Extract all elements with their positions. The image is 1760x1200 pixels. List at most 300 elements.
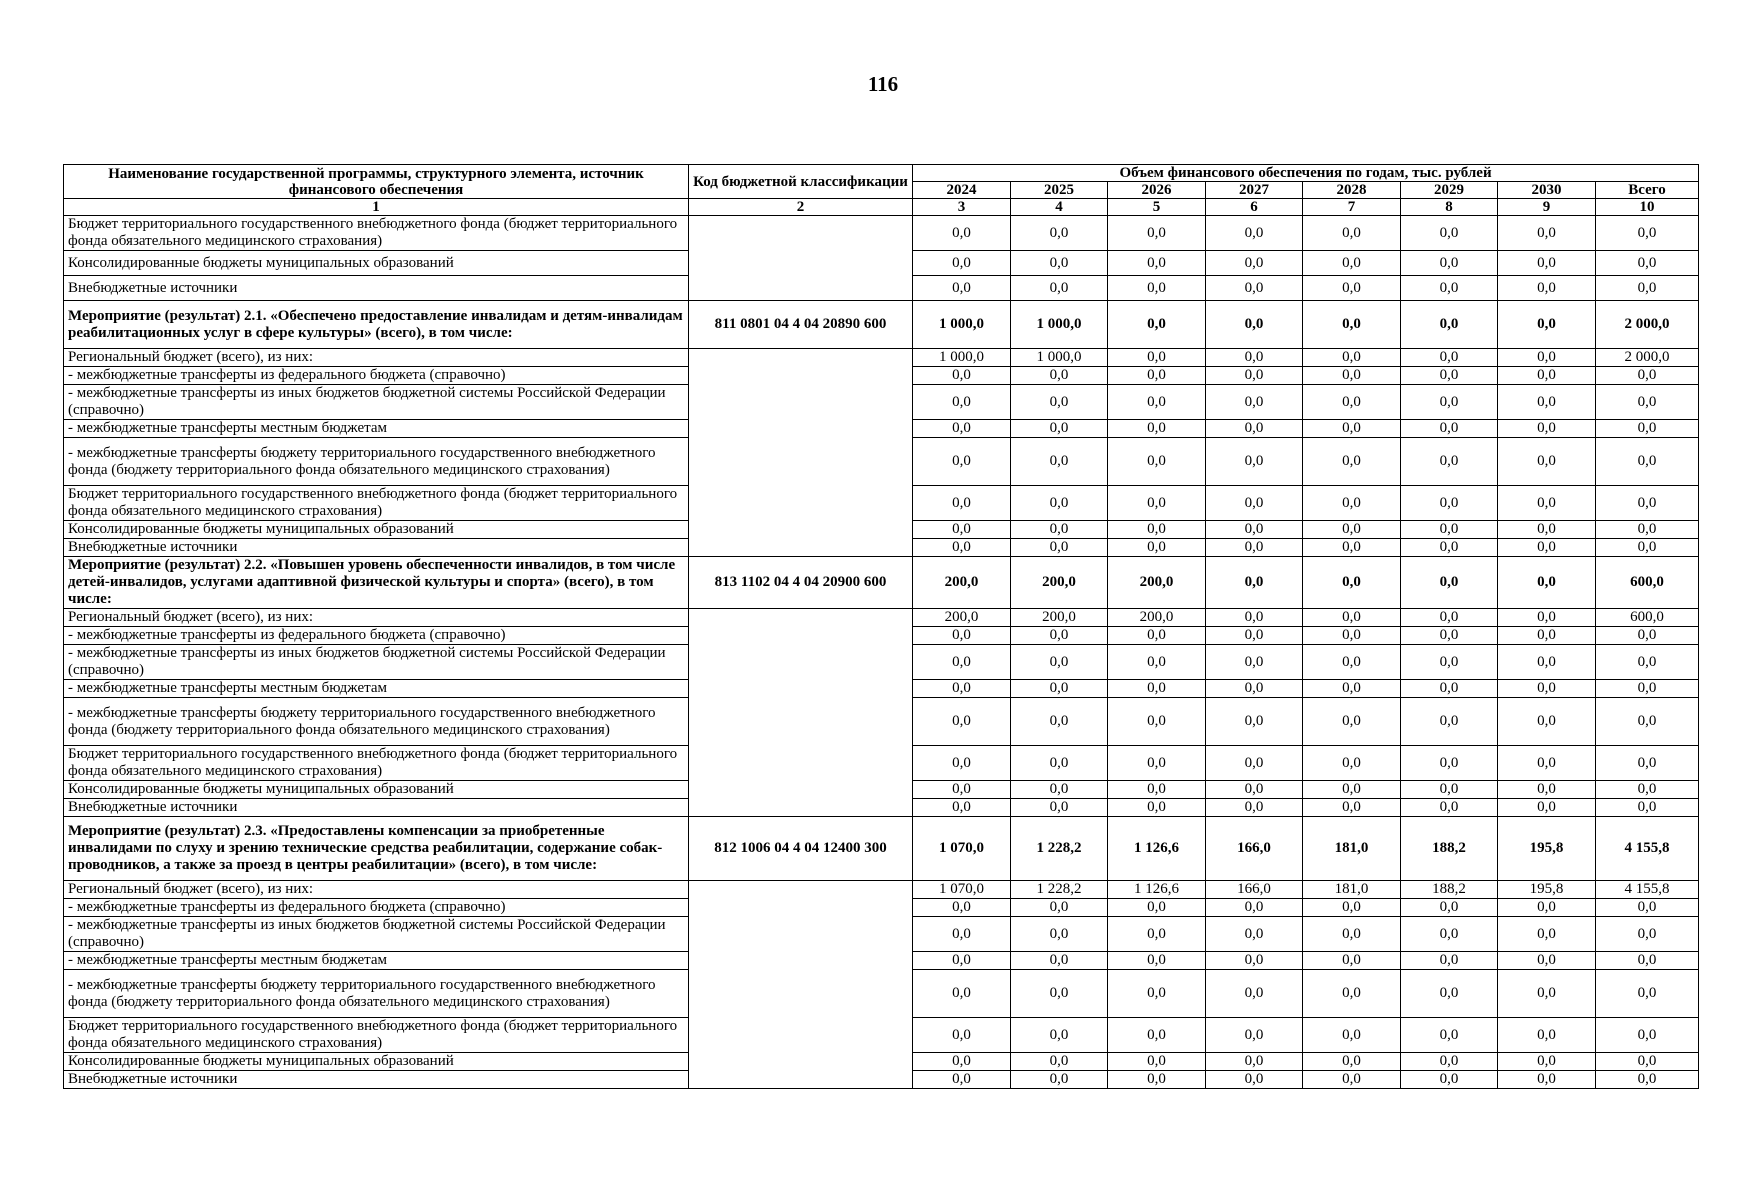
year-value: 0,0 [1401, 609, 1498, 627]
year-value: 0,0 [1498, 349, 1596, 367]
total-value: 0,0 [1596, 645, 1699, 680]
header-code: Код бюджетной классификации [689, 165, 913, 199]
year-value: 0,0 [1011, 486, 1108, 521]
year-value: 0,0 [1206, 216, 1303, 251]
year-value: 0,0 [1303, 1018, 1401, 1053]
column-number: 8 [1401, 199, 1498, 216]
table-row [64, 609, 1699, 627]
year-value: 0,0 [1206, 521, 1303, 539]
total-value: 0,0 [1596, 1018, 1699, 1053]
year-value: 0,0 [1108, 367, 1206, 385]
year-value: 0,0 [1206, 539, 1303, 557]
total-value: 600,0 [1596, 609, 1699, 627]
total-value: 0,0 [1596, 799, 1699, 817]
year-value: 0,0 [1011, 1071, 1108, 1089]
year-value: 0,0 [913, 521, 1011, 539]
year-value: 0,0 [913, 781, 1011, 799]
year-value: 0,0 [1206, 781, 1303, 799]
column-number: 9 [1498, 199, 1596, 216]
year-value: 0,0 [913, 746, 1011, 781]
year-value: 0,0 [1011, 627, 1108, 645]
year-value: 0,0 [1401, 486, 1498, 521]
year-value: 0,0 [913, 899, 1011, 917]
year-value: 0,0 [1206, 917, 1303, 952]
year-value: 0,0 [1206, 276, 1303, 301]
year-value: 0,0 [913, 1018, 1011, 1053]
year-value: 0,0 [913, 367, 1011, 385]
year-value: 0,0 [1011, 438, 1108, 486]
year-value: 1 000,0 [1011, 301, 1108, 349]
year-value: 0,0 [1498, 645, 1596, 680]
total-value: 0,0 [1596, 680, 1699, 698]
row-name: - межбюджетные трансферты из федерального бюджета (справочно) [64, 627, 689, 645]
year-value: 0,0 [1108, 301, 1206, 349]
year-value: 0,0 [1498, 799, 1596, 817]
year-value: 200,0 [913, 557, 1011, 609]
year-value: 0,0 [1206, 1053, 1303, 1071]
year-value: 0,0 [1401, 952, 1498, 970]
row-name: - межбюджетные трансферты бюджету территориального государственного внебюджетного фонда (бюджету территориального фонда обязательного медицинского страхования) [64, 970, 689, 1018]
year-value: 0,0 [1011, 952, 1108, 970]
year-value: 0,0 [1011, 645, 1108, 680]
year-value: 0,0 [1498, 899, 1596, 917]
row-name: - межбюджетные трансферты местным бюджетам [64, 420, 689, 438]
year-value: 1 070,0 [913, 881, 1011, 899]
year-value: 0,0 [1498, 367, 1596, 385]
year-value: 0,0 [913, 385, 1011, 420]
year-value: 0,0 [913, 1053, 1011, 1071]
year-value: 0,0 [1206, 438, 1303, 486]
row-name: Консолидированные бюджеты муниципальных образований [64, 781, 689, 799]
year-value: 1 000,0 [913, 349, 1011, 367]
row-name: - межбюджетные трансферты бюджету территориального государственного внебюджетного фонда (бюджету территориального фонда обязательного медицинского страхования) [64, 438, 689, 486]
year-value: 166,0 [1206, 817, 1303, 881]
year-value: 0,0 [1498, 251, 1596, 276]
row-name: Региональный бюджет (всего), из них: [64, 349, 689, 367]
year-value: 0,0 [1303, 385, 1401, 420]
year-value: 0,0 [913, 698, 1011, 746]
year-value: 0,0 [1108, 521, 1206, 539]
year-value: 0,0 [1011, 521, 1108, 539]
row-name: Внебюджетные источники [64, 276, 689, 301]
column-number: 7 [1303, 199, 1401, 216]
year-value: 0,0 [913, 645, 1011, 680]
year-value: 0,0 [913, 799, 1011, 817]
year-value: 0,0 [1303, 970, 1401, 1018]
page-number: 116 [867, 72, 899, 96]
total-value: 0,0 [1596, 627, 1699, 645]
total-value: 2 000,0 [1596, 349, 1699, 367]
budget-code-empty [689, 349, 913, 557]
total-value: 0,0 [1596, 521, 1699, 539]
year-value: 0,0 [1498, 438, 1596, 486]
budget-code-empty [689, 216, 913, 301]
header-name: Наименование государственной программы, структурного элемента, источник финансового обеспечения [64, 165, 689, 199]
row-name: - межбюджетные трансферты из иных бюджетов бюджетной системы Российской Федерации (справочно) [64, 917, 689, 952]
row-name: - межбюджетные трансферты местным бюджетам [64, 680, 689, 698]
year-value: 195,8 [1498, 881, 1596, 899]
measure-row [64, 557, 1699, 609]
year-value: 0,0 [1303, 627, 1401, 645]
row-name: - межбюджетные трансферты из иных бюджетов бюджетной системы Российской Федерации (справочно) [64, 645, 689, 680]
year-value: 0,0 [1401, 680, 1498, 698]
total-value: 0,0 [1596, 781, 1699, 799]
row-name: Мероприятие (результат) 2.2. «Повышен уровень обеспеченности инвалидов, в том числе детей-инвалидов, услугами адаптивной физической культуры и спорта» (всего), в том числе: [64, 557, 689, 609]
header-year: 2030 [1498, 182, 1596, 199]
year-value: 0,0 [1108, 680, 1206, 698]
year-value: 0,0 [1011, 367, 1108, 385]
year-value: 0,0 [913, 438, 1011, 486]
total-value: 0,0 [1596, 746, 1699, 781]
row-name: Консолидированные бюджеты муниципальных образований [64, 521, 689, 539]
row-name: Внебюджетные источники [64, 539, 689, 557]
row-name: - межбюджетные трансферты местным бюджетам [64, 952, 689, 970]
total-value: 0,0 [1596, 216, 1699, 251]
year-value: 0,0 [1206, 698, 1303, 746]
row-name: Региональный бюджет (всего), из них: [64, 881, 689, 899]
total-value: 0,0 [1596, 385, 1699, 420]
year-value: 0,0 [1498, 970, 1596, 1018]
year-value: 0,0 [1108, 276, 1206, 301]
year-value: 0,0 [1011, 1053, 1108, 1071]
year-value: 166,0 [1206, 881, 1303, 899]
year-value: 0,0 [913, 680, 1011, 698]
row-name: - межбюджетные трансферты из иных бюджетов бюджетной системы Российской Федерации (справочно) [64, 385, 689, 420]
year-value: 0,0 [1498, 385, 1596, 420]
year-value: 0,0 [913, 486, 1011, 521]
year-value: 0,0 [1498, 539, 1596, 557]
total-value: 0,0 [1596, 952, 1699, 970]
year-value: 188,2 [1401, 817, 1498, 881]
year-value: 195,8 [1498, 817, 1596, 881]
year-value: 0,0 [1401, 917, 1498, 952]
year-value: 0,0 [1206, 970, 1303, 1018]
year-value: 0,0 [1303, 367, 1401, 385]
year-value: 0,0 [913, 420, 1011, 438]
total-value: 0,0 [1596, 486, 1699, 521]
total-value: 0,0 [1596, 698, 1699, 746]
total-value: 0,0 [1596, 917, 1699, 952]
year-value: 0,0 [1108, 216, 1206, 251]
row-name: Бюджет территориального государственного внебюджетного фонда (бюджет территориального фонда обязательного медицинского страхования) [64, 486, 689, 521]
year-value: 0,0 [1401, 349, 1498, 367]
year-value: 0,0 [1401, 627, 1498, 645]
column-number: 1 [64, 199, 689, 216]
year-value: 0,0 [913, 276, 1011, 301]
column-number: 6 [1206, 199, 1303, 216]
year-value: 0,0 [1206, 645, 1303, 680]
year-value: 0,0 [1498, 698, 1596, 746]
total-value: 0,0 [1596, 1071, 1699, 1089]
year-value: 0,0 [1303, 609, 1401, 627]
year-value: 0,0 [1108, 645, 1206, 680]
total-value: 0,0 [1596, 970, 1699, 1018]
year-value: 0,0 [1108, 1053, 1206, 1071]
year-value: 0,0 [1206, 799, 1303, 817]
year-value: 0,0 [913, 627, 1011, 645]
year-value: 0,0 [1303, 539, 1401, 557]
year-value: 0,0 [1498, 680, 1596, 698]
year-value: 0,0 [1206, 952, 1303, 970]
year-value: 181,0 [1303, 881, 1401, 899]
year-value: 0,0 [1108, 438, 1206, 486]
year-value: 0,0 [1498, 216, 1596, 251]
year-value: 0,0 [1011, 1018, 1108, 1053]
table-row [64, 216, 1699, 251]
year-value: 1 126,6 [1108, 817, 1206, 881]
year-value: 0,0 [1303, 781, 1401, 799]
year-value: 200,0 [1108, 609, 1206, 627]
total-value: 600,0 [1596, 557, 1699, 609]
header-year: 2026 [1108, 182, 1206, 199]
total-value: 0,0 [1596, 899, 1699, 917]
year-value: 0,0 [1401, 438, 1498, 486]
table-row [64, 881, 1699, 899]
year-value: 0,0 [1011, 746, 1108, 781]
table-body [64, 216, 1699, 1089]
row-name: Региональный бюджет (всего), из них: [64, 609, 689, 627]
year-value: 0,0 [1401, 1018, 1498, 1053]
year-value: 0,0 [1498, 557, 1596, 609]
year-value: 0,0 [1011, 539, 1108, 557]
year-value: 181,0 [1303, 817, 1401, 881]
year-value: 0,0 [1011, 970, 1108, 1018]
year-value: 0,0 [1206, 486, 1303, 521]
table-header [64, 165, 1699, 216]
year-value: 0,0 [1498, 1071, 1596, 1089]
budget-code: 811 0801 04 4 04 20890 600 [689, 301, 913, 349]
year-value: 0,0 [1401, 557, 1498, 609]
year-value: 0,0 [913, 539, 1011, 557]
row-name: Консолидированные бюджеты муниципальных образований [64, 251, 689, 276]
year-value: 0,0 [1401, 799, 1498, 817]
year-value: 0,0 [1401, 301, 1498, 349]
header-volume: Объем финансового обеспечения по годам, тыс. рублей [913, 165, 1699, 182]
year-value: 0,0 [913, 1071, 1011, 1089]
year-value: 0,0 [1303, 899, 1401, 917]
year-value: 0,0 [1011, 385, 1108, 420]
measure-row [64, 817, 1699, 881]
year-value: 0,0 [1303, 1071, 1401, 1089]
year-value: 0,0 [1108, 781, 1206, 799]
year-value: 0,0 [1401, 781, 1498, 799]
row-name: Внебюджетные источники [64, 799, 689, 817]
total-value: 0,0 [1596, 420, 1699, 438]
year-value: 0,0 [1401, 970, 1498, 1018]
year-value: 200,0 [1011, 557, 1108, 609]
column-number: 2 [689, 199, 913, 216]
row-name: Консолидированные бюджеты муниципальных образований [64, 1053, 689, 1071]
year-value: 0,0 [1206, 385, 1303, 420]
total-value: 0,0 [1596, 367, 1699, 385]
row-name: Мероприятие (результат) 2.1. «Обеспечено предоставление инвалидам и детям-инвалидам реабилитационных услуг в сфере культуры» (всего), в том числе: [64, 301, 689, 349]
year-value: 0,0 [1498, 420, 1596, 438]
year-value: 0,0 [1401, 420, 1498, 438]
row-name: - межбюджетные трансферты бюджету территориального государственного внебюджетного фонда (бюджету территориального фонда обязательного медицинского страхования) [64, 698, 689, 746]
total-value: 2 000,0 [1596, 301, 1699, 349]
year-value: 0,0 [1206, 627, 1303, 645]
year-value: 0,0 [1108, 746, 1206, 781]
year-value: 0,0 [1303, 557, 1401, 609]
year-value: 0,0 [1108, 486, 1206, 521]
year-value: 0,0 [1498, 627, 1596, 645]
year-value: 1 000,0 [913, 301, 1011, 349]
header-year: 2029 [1401, 182, 1498, 199]
year-value: 0,0 [1303, 952, 1401, 970]
year-value: 0,0 [1011, 799, 1108, 817]
year-value: 0,0 [1206, 1071, 1303, 1089]
year-value: 0,0 [1108, 970, 1206, 1018]
year-value: 0,0 [1303, 1053, 1401, 1071]
year-value: 0,0 [1498, 952, 1596, 970]
header-year: 2028 [1303, 182, 1401, 199]
total-value: 0,0 [1596, 1053, 1699, 1071]
year-value: 0,0 [1303, 438, 1401, 486]
budget-code-empty [689, 881, 913, 1089]
year-value: 0,0 [1401, 539, 1498, 557]
year-value: 0,0 [1206, 301, 1303, 349]
budget-code: 812 1006 04 4 04 12400 300 [689, 817, 913, 881]
row-name: Внебюджетные источники [64, 1071, 689, 1089]
row-name: - межбюджетные трансферты из федерального бюджета (справочно) [64, 367, 689, 385]
column-number: 3 [913, 199, 1011, 216]
year-value: 1 000,0 [1011, 349, 1108, 367]
year-value: 0,0 [1303, 301, 1401, 349]
year-value: 0,0 [1401, 1053, 1498, 1071]
total-value: 0,0 [1596, 539, 1699, 557]
year-value: 0,0 [1303, 917, 1401, 952]
year-value: 0,0 [1498, 486, 1596, 521]
year-value: 0,0 [1108, 539, 1206, 557]
year-value: 188,2 [1401, 881, 1498, 899]
year-value: 0,0 [1498, 781, 1596, 799]
year-value: 0,0 [913, 917, 1011, 952]
year-value: 0,0 [1498, 746, 1596, 781]
year-value: 0,0 [1303, 486, 1401, 521]
year-value: 0,0 [1011, 899, 1108, 917]
year-value: 0,0 [1206, 367, 1303, 385]
year-value: 0,0 [1303, 521, 1401, 539]
budget-code: 813 1102 04 4 04 20900 600 [689, 557, 913, 609]
header-year: 2025 [1011, 182, 1108, 199]
year-value: 0,0 [1206, 420, 1303, 438]
year-value: 1 228,2 [1011, 817, 1108, 881]
year-value: 0,0 [1303, 680, 1401, 698]
year-value: 0,0 [1206, 680, 1303, 698]
year-value: 0,0 [1303, 645, 1401, 680]
year-value: 0,0 [1108, 899, 1206, 917]
year-value: 0,0 [913, 970, 1011, 1018]
year-value: 0,0 [1498, 521, 1596, 539]
year-value: 0,0 [1303, 799, 1401, 817]
year-value: 0,0 [1108, 917, 1206, 952]
year-value: 0,0 [1303, 420, 1401, 438]
year-value: 200,0 [913, 609, 1011, 627]
year-value: 0,0 [1108, 799, 1206, 817]
total-value: 0,0 [1596, 276, 1699, 301]
year-value: 0,0 [1498, 1053, 1596, 1071]
year-value: 0,0 [1401, 216, 1498, 251]
year-value: 0,0 [1011, 917, 1108, 952]
year-value: 0,0 [1011, 420, 1108, 438]
year-value: 0,0 [1401, 1071, 1498, 1089]
year-value: 0,0 [1011, 251, 1108, 276]
header-year: 2024 [913, 182, 1011, 199]
year-value: 0,0 [1401, 276, 1498, 301]
year-value: 200,0 [1011, 609, 1108, 627]
year-value: 0,0 [1206, 557, 1303, 609]
year-value: 0,0 [913, 952, 1011, 970]
year-value: 0,0 [1498, 301, 1596, 349]
year-value: 0,0 [1303, 698, 1401, 746]
year-value: 0,0 [1206, 251, 1303, 276]
year-value: 0,0 [1401, 698, 1498, 746]
budget-code-empty [689, 609, 913, 817]
measure-row [64, 301, 1699, 349]
year-value: 0,0 [1498, 1018, 1596, 1053]
year-value: 0,0 [1011, 276, 1108, 301]
year-value: 0,0 [1108, 1018, 1206, 1053]
year-value: 0,0 [1011, 781, 1108, 799]
year-value: 0,0 [1108, 385, 1206, 420]
year-value: 0,0 [1303, 216, 1401, 251]
year-value: 0,0 [1401, 385, 1498, 420]
year-value: 1 126,6 [1108, 881, 1206, 899]
year-value: 0,0 [1303, 276, 1401, 301]
year-value: 0,0 [1206, 1018, 1303, 1053]
total-value: 0,0 [1596, 251, 1699, 276]
year-value: 1 070,0 [913, 817, 1011, 881]
table-row [64, 349, 1699, 367]
year-value: 0,0 [1498, 276, 1596, 301]
row-name: Бюджет территориального государственного внебюджетного фонда (бюджет территориального фонда обязательного медицинского страхования) [64, 746, 689, 781]
year-value: 0,0 [1108, 349, 1206, 367]
year-value: 0,0 [1108, 952, 1206, 970]
year-value: 0,0 [1498, 609, 1596, 627]
row-name: - межбюджетные трансферты из федерального бюджета (справочно) [64, 899, 689, 917]
year-value: 0,0 [1011, 680, 1108, 698]
row-name: Мероприятие (результат) 2.3. «Предоставлены компенсации за приобретенные инвалидами по слуху и зрению технические средства реабилитации, содержание собак-проводников, а также за проезд в центры реабилитации» (всего), в том числе: [64, 817, 689, 881]
year-value: 0,0 [1108, 251, 1206, 276]
year-value: 0,0 [1108, 420, 1206, 438]
year-value: 0,0 [1303, 746, 1401, 781]
total-value: 0,0 [1596, 438, 1699, 486]
column-number: 4 [1011, 199, 1108, 216]
row-name: Бюджет территориального государственного внебюджетного фонда (бюджет территориального фонда обязательного медицинского страхования) [64, 216, 689, 251]
year-value: 0,0 [1401, 746, 1498, 781]
year-value: 0,0 [1206, 349, 1303, 367]
year-value: 0,0 [913, 251, 1011, 276]
year-value: 0,0 [1303, 251, 1401, 276]
year-value: 0,0 [1011, 698, 1108, 746]
year-value: 0,0 [1303, 349, 1401, 367]
year-value: 0,0 [1401, 367, 1498, 385]
year-value: 0,0 [1401, 521, 1498, 539]
year-value: 0,0 [1206, 609, 1303, 627]
header-year: 2027 [1206, 182, 1303, 199]
year-value: 200,0 [1108, 557, 1206, 609]
year-value: 0,0 [1108, 1071, 1206, 1089]
total-value: 4 155,8 [1596, 881, 1699, 899]
year-value: 0,0 [1401, 899, 1498, 917]
column-number: 5 [1108, 199, 1206, 216]
total-value: 4 155,8 [1596, 817, 1699, 881]
financing-table [63, 164, 1699, 1089]
year-value: 0,0 [1401, 251, 1498, 276]
year-value: 0,0 [913, 216, 1011, 251]
year-value: 0,0 [1401, 645, 1498, 680]
column-number: 10 [1596, 199, 1699, 216]
